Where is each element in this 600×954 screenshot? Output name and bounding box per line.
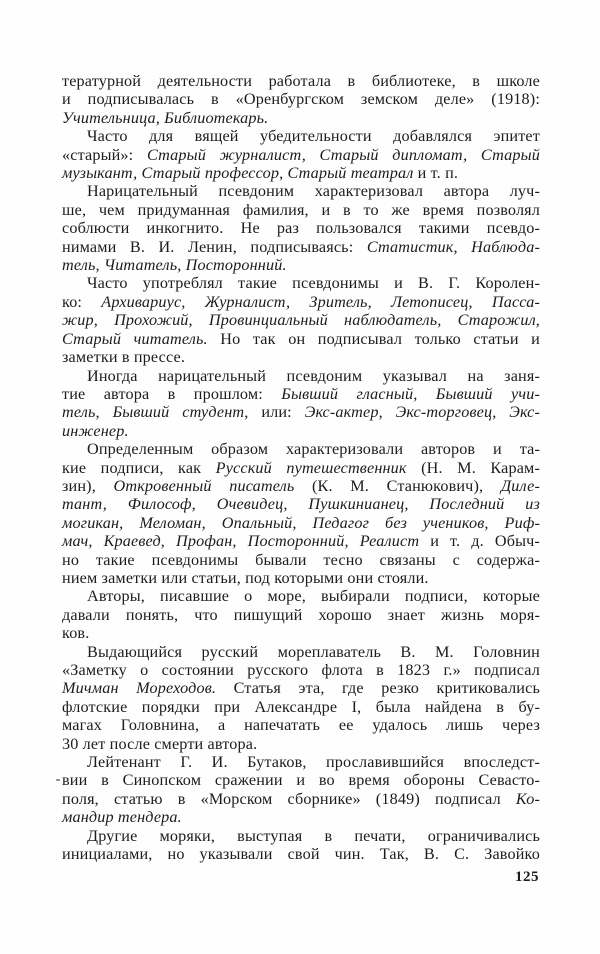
text-line [62,587,540,605]
italic-text-segment: Русский путешественник [215,458,407,477]
text-segment: давали понять, что пишущий хорошо знает жизнь моря- [62,605,540,624]
italic-text-segment: мач, Краевед, Профан, Посторонний, Реалист [62,532,420,551]
text-segment: ше, чем придуманная фамилия, и в то же время позволял [62,200,540,219]
text-segment: зин), [62,476,114,495]
text-segment: вии в Синопском сражении и во время обороны Севасто- [62,771,540,790]
text-segment: Определенным образом характеризовали авторов и та- [87,440,540,459]
italic-text-segment: инженер. [62,421,129,440]
text-line [62,293,540,311]
italic-text-segment: Откровенный писатель [113,476,295,495]
text-line [62,219,540,237]
text-segment: Выдающийся русский мореплаватель В. М. Головнин [87,642,540,661]
text-segment: , или: [244,403,305,422]
text-line [62,698,540,716]
italic-text-segment: мандир тендера. [62,808,182,827]
text-segment: Часто для вящей убедительности добавлялся эпитет [87,127,540,146]
text-segment: тературной деятельности работала в библиотеке, в школе [62,72,540,90]
text-line [62,90,540,108]
text-line [62,495,540,513]
text-line [62,661,540,679]
text-segment: Статья эта, где резко критиковались [216,679,540,698]
text-line [62,551,540,569]
text-line [62,201,540,219]
italic-text-segment: тант, Философ, Очевидец, Пушкинианец, Последний из [62,495,540,514]
text-segment: флотские порядки при Александре I, была найдена в бу- [62,697,540,716]
text-segment: но такие псевдонимы бывали тесно связаны с содержа- [62,550,540,569]
text-segment: Иногда нарицательный псевдоним указывал на заня- [87,366,540,385]
text-line [62,716,540,734]
text-line [62,164,540,182]
text-segment: магах Головнина, а напечатать ее удалось лишь через [62,716,540,735]
text-segment: кие подписи, как [62,458,216,477]
text-line [62,735,540,753]
text-segment: нимами В. И. Ленин, подписываясь: [62,237,367,256]
text-segment: 30 лет после смерти автора. [62,734,258,753]
text-segment: Авторы, писавшие о море, выбирали подписи, которые [87,587,540,606]
italic-text-segment: Старый журналист, Старый дипломат, Старый [146,145,540,164]
italic-text-segment: Старый читатель. [62,329,208,348]
italic-text-segment: Экс-актер, Экс-торговец, Экс- [304,403,540,422]
italic-text-segment: тель, Читатель, Посторонний. [62,256,287,275]
text-line [62,845,540,863]
text-segment: заметки в прессе. [62,348,186,367]
italic-text-segment: Архивариус, Журналист, Зритель, Летописец, Пасса- [101,292,540,311]
text-segment: «старый»: [62,145,147,164]
text-line [62,72,540,90]
text-line [62,348,540,366]
text-line [62,109,540,127]
italic-text-segment: могикан, Меломан, Опальный, Педагог без учеников, Риф- [62,513,540,532]
text-line [62,459,540,477]
italic-text-segment: Ко- [515,789,540,808]
text-segment: Другие моряки, выступая в печати, ограничивались [87,826,540,845]
text-block [62,72,540,863]
text-segment: инициалами, но указывали свой чин. Так, В. С. Завойко [62,845,540,864]
text-segment: нием заметки или статьи, под которыми они стояли. [62,568,429,587]
text-line [62,477,540,495]
page-number: 125 [515,869,539,885]
text-segment: ков. [62,624,90,643]
text-line [62,624,540,642]
text-segment: поля, статью в «Морском сборнике» (1849) подписал [62,789,516,808]
text-line [62,182,540,200]
text-line [62,569,540,587]
italic-text-segment: Бывший гласный, Бывший учи- [281,384,540,403]
text-line [62,274,540,292]
italic-text-segment: Учительница, Библиотекарь. [62,108,269,127]
text-segment: и т. д. Обыч- [419,532,540,551]
text-line [62,808,540,826]
text-line [62,146,540,164]
text-line [62,422,540,440]
text-segment: тие автора в прошлом: [62,384,282,403]
italic-text-segment: Статистик, Наблюда- [366,237,540,256]
text-segment: и подписывалась в «Оренбургском земском деле» (1918): [62,90,540,109]
text-line [62,256,540,274]
text-segment: Нарицательный псевдоним характеризовал автора луч- [87,182,540,201]
text-segment: и т. п. [413,164,459,183]
italic-text-segment: музыкант, Старый профессор, Старый театрал [62,164,414,183]
text-line [62,827,540,845]
text-segment: (К. М. Станюкович), [294,476,501,495]
text-segment: Но так он подписывал только статьи и [207,329,540,348]
scan-speckle [56,779,60,781]
text-line [62,330,540,348]
text-line [62,514,540,532]
italic-text-segment: тель, Бывший студент [62,403,245,422]
text-line [62,753,540,771]
text-line [62,790,540,808]
text-segment: (Н. М. Карам- [406,458,540,477]
text-line [62,606,540,624]
italic-text-segment: жир, Прохожий, Провинциальный наблюдатель, Старожил, [62,311,540,330]
text-segment: Часто употреблял такие псевдонимы и В. Г. Королен- [87,274,540,293]
text-segment: соблюсти инкогнито. Не раз пользовался такими псевдо- [62,219,540,238]
text-line [62,532,540,550]
text-line [62,440,540,458]
text-line [62,367,540,385]
italic-text-segment: Мичман Мореходов. [62,679,217,698]
italic-text-segment: Диле- [500,476,540,495]
text-line [62,385,540,403]
text-segment: ко: [62,292,102,311]
text-line [62,403,540,421]
text-line [62,311,540,329]
text-line [62,679,540,697]
text-line [62,238,540,256]
text-line [62,643,540,661]
text-line [62,127,540,145]
text-segment: Лейтенант Г. И. Бутаков, прославившийся впоследст- [87,753,540,772]
text-segment: «Заметку о состоянии русского флота в 1823 г.» подписал [62,661,540,679]
text-line [62,771,540,789]
